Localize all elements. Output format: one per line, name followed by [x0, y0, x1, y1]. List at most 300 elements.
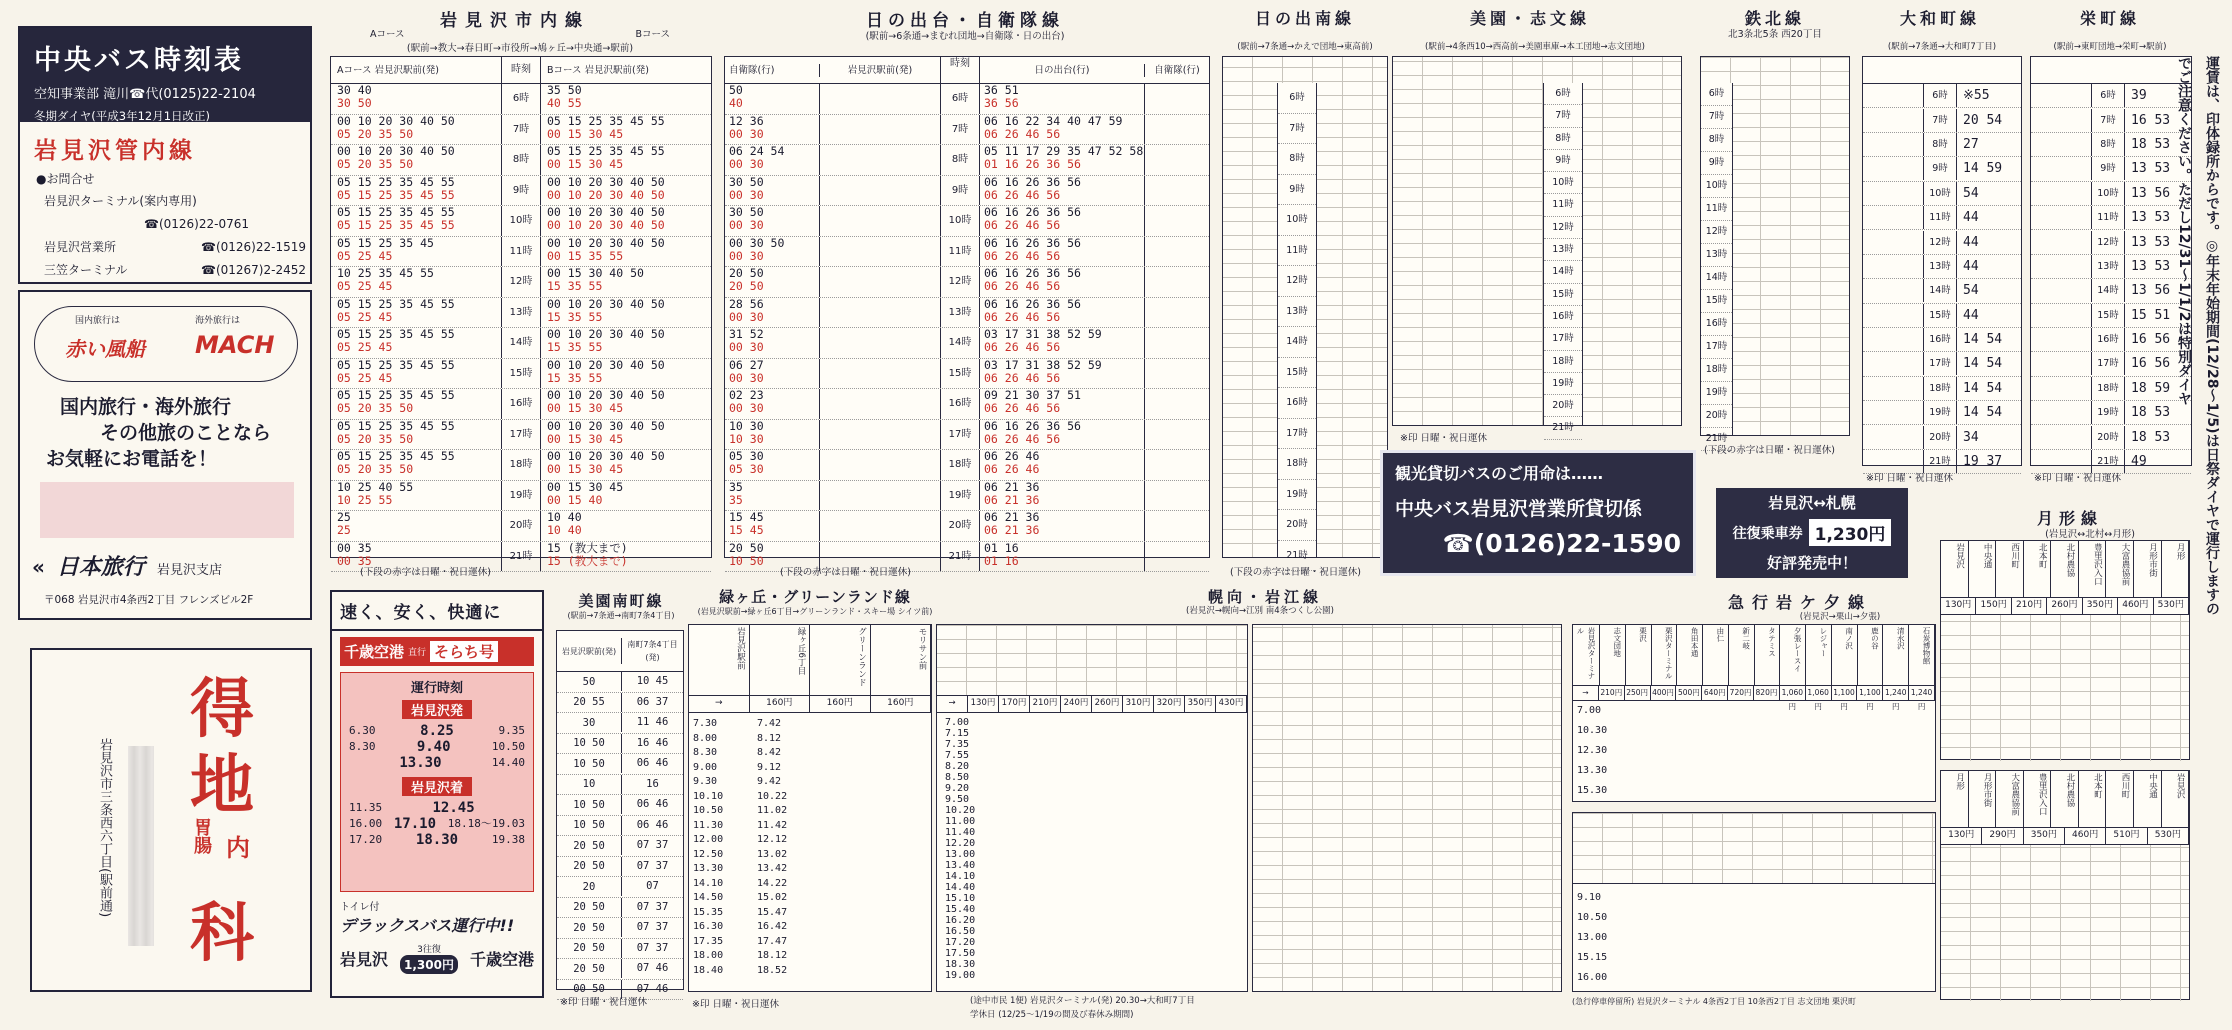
hour-label: 19時 — [2091, 401, 2125, 424]
time-line: 30 40 — [337, 83, 372, 97]
jieitai-right — [1144, 267, 1209, 297]
time-line: 10 30 — [729, 418, 764, 433]
col-header: 岩見沢駅前(発) — [819, 64, 940, 77]
hour-label: 6時 — [2091, 84, 2125, 107]
city-note: (下段の赤字は日曜・祝日運休) — [360, 567, 491, 578]
hinode-times — [980, 542, 1144, 572]
south-arrival: 07 37 — [621, 939, 683, 958]
time-c: 13.30 — [399, 755, 442, 771]
hinode-times — [980, 206, 1144, 236]
a-times — [331, 420, 501, 450]
jieitai-times — [725, 84, 819, 114]
hour-label: 13時 — [1544, 239, 1582, 261]
hinode-times — [980, 267, 1144, 297]
time-value: 14.10 — [945, 871, 976, 882]
airport-ad — [330, 590, 544, 998]
table-header — [331, 57, 711, 84]
hour-label: 13時 — [501, 298, 541, 328]
fare-cell: 260円 — [2047, 598, 2082, 614]
hour-label: 8時 — [940, 145, 980, 175]
hour-label: 15時 — [1701, 290, 1732, 313]
fare-cell: 1,060円 — [1780, 686, 1806, 700]
hour-label: 10時 — [1544, 172, 1582, 194]
hinode-times — [980, 359, 1144, 389]
times-body — [1573, 884, 1935, 992]
jieitai-right — [1144, 237, 1209, 267]
time-line-holiday: 01 16 26 36 56 — [984, 157, 1081, 171]
spacer — [819, 420, 940, 450]
table-row — [557, 795, 683, 816]
time-value: 7.35 — [945, 739, 970, 750]
table-row — [725, 237, 1209, 268]
times-body — [689, 713, 931, 978]
hour-label: 14時 — [1544, 261, 1582, 283]
south-departure: 10 50 — [573, 819, 605, 832]
hour-label: 11時 — [1701, 198, 1732, 221]
time-value: 15.10 — [945, 893, 976, 904]
stop-name: 月形市街 — [2134, 541, 2162, 597]
office-info: 空知事業部 滝川☎代(0125)22-2104 — [34, 87, 256, 102]
jieitai-right — [1144, 481, 1209, 511]
time-line: 10 25 35 45 55 — [337, 266, 434, 280]
hour-label: 17時 — [1278, 419, 1316, 450]
table-row — [2031, 108, 2191, 132]
hour-label: 10時 — [940, 206, 980, 236]
time-line-holiday: 15 45 — [729, 523, 764, 537]
fare-amount: 1,300円 — [400, 955, 458, 974]
district-title: 岩見沢管内線 — [34, 138, 196, 164]
time-value: 16.00 — [1577, 972, 1608, 983]
hour-label: 17時 — [1544, 328, 1582, 350]
time-value: 14 59 — [1963, 161, 2003, 177]
depart-label: 岩見沢発 — [402, 700, 472, 719]
time-value: 17.20 — [945, 937, 976, 948]
time-value: 17.50 — [945, 948, 976, 959]
south-arrival: 11 46 — [621, 713, 683, 732]
stop-name: 北本町 — [2024, 541, 2052, 597]
gekkei-title: 月形線 — [2036, 509, 2103, 528]
hour-label: 10時 — [2091, 182, 2125, 205]
fare-to: 千歳空港 — [469, 949, 534, 969]
time-line-holiday: 36 56 — [984, 96, 1019, 110]
time-value: 7.30 — [693, 718, 718, 729]
table-row — [1863, 182, 2021, 206]
contact-tel: ☎(0126)22-1519 — [201, 240, 306, 254]
return-label: 岩見沢着 — [402, 777, 472, 796]
time-line: 15 45 — [729, 510, 764, 524]
fare-cell: 130円 — [1941, 828, 1982, 844]
time-value: 44 — [1963, 307, 1979, 323]
times-grid — [1941, 845, 2189, 1001]
table-row — [331, 359, 711, 390]
time-line-holiday: 15 35 55 — [547, 340, 603, 354]
time-line: 05 15 25 35 45 — [337, 235, 434, 250]
hour-label: 8時 — [1701, 129, 1732, 152]
inquiry-label: ●お問合せ — [36, 172, 95, 186]
south-departure: 30 — [582, 716, 596, 729]
time-value: 12.12 — [757, 834, 788, 845]
time-value: 54 — [1963, 185, 1979, 201]
fare-cell: 150円 — [1976, 598, 2011, 614]
time-line-holiday: 30 50 — [337, 96, 372, 110]
time-line-holiday: 00 10 20 30 40 50 — [547, 218, 665, 232]
time-value: 8.00 — [693, 732, 718, 744]
time-line-holiday: 00 15 30 45 — [547, 462, 624, 476]
table-row — [1863, 108, 2021, 132]
express-down-table — [1572, 624, 1936, 802]
time-line: 15 (教大まで) — [547, 540, 628, 555]
company-address: 〒068 岩見沢市4条西2丁目 フレンズビル2F — [44, 594, 254, 606]
fare-row — [937, 696, 1247, 713]
departure-list — [345, 723, 529, 771]
time-line-holiday: 15 35 55 — [547, 279, 603, 293]
fare-cell: 130円 — [1941, 598, 1976, 614]
timetable-body — [557, 672, 683, 1000]
hour-label: 13時 — [940, 298, 980, 328]
table-row — [331, 206, 711, 237]
yamato-table — [1862, 56, 2022, 470]
time-line-holiday: 01 16 — [984, 553, 1019, 568]
stop-header — [937, 625, 1247, 696]
time-line-holiday: 05 25 45 — [337, 370, 393, 385]
time-value: 49 — [2131, 454, 2147, 470]
times-body — [937, 713, 1247, 985]
b-times — [541, 298, 711, 328]
spacer — [819, 328, 940, 358]
table-row — [557, 898, 683, 919]
time-value: 15.15 — [1577, 952, 1608, 963]
stop-name: 西川町 — [1996, 541, 2024, 597]
spacer — [819, 450, 940, 480]
table-row — [331, 450, 711, 481]
spacer — [819, 298, 940, 328]
a-times — [331, 237, 501, 267]
south-departure: 10 50 — [573, 757, 605, 770]
time-line-holiday: 10 25 55 — [337, 492, 393, 507]
time-line-holiday: 05 15 25 35 45 55 — [337, 187, 455, 202]
fare-cell: 1,060円 — [1806, 686, 1832, 700]
sapporo-price-row — [1720, 519, 1904, 546]
fare-cell: 310円 — [1123, 696, 1154, 712]
stop-name: 月形 — [2162, 541, 2190, 597]
time-line-holiday: 05 25 45 — [337, 309, 393, 324]
hour-label: 10時 — [1701, 175, 1732, 198]
hour-label: 12時 — [1923, 231, 1957, 254]
stop-name: 岩見沢 — [1941, 541, 1969, 597]
time-value: 18.30 — [945, 959, 976, 970]
mach-logo: MACH — [195, 331, 275, 359]
jieitai-times — [725, 298, 819, 328]
south-departure: 50 — [582, 675, 596, 688]
time-c: 8.25 — [420, 723, 454, 739]
jieitai-times — [725, 328, 819, 358]
sapporo-label: 往復乗車券 — [1732, 525, 1803, 542]
time-value: 15.30 — [1577, 785, 1608, 796]
hinode-times — [980, 389, 1144, 419]
time-line: 00 10 20 30 40 50 — [547, 418, 665, 433]
table-row — [331, 511, 711, 542]
times-col-b — [753, 717, 817, 978]
fare-cell: → — [937, 696, 968, 712]
fare-cell: 320円 — [1154, 696, 1185, 712]
stop-header — [689, 625, 931, 696]
hinode-times — [980, 420, 1144, 450]
time-line: 06 16 26 36 56 — [984, 418, 1081, 433]
travel-logos — [34, 306, 298, 382]
fare-cell: 1,240円 — [1883, 686, 1909, 700]
a-times — [331, 359, 501, 389]
stop-name: 由仁 — [1703, 625, 1729, 685]
hour-label: 21時 — [1701, 428, 1732, 451]
hour-label: 20時 — [501, 511, 541, 541]
time-line: 10 25 40 55 — [337, 479, 414, 494]
time-line-holiday: 00 30 — [729, 157, 764, 171]
hour-label: 11時 — [1923, 206, 1957, 229]
jieitai-times — [725, 237, 819, 267]
hour-label: 20時 — [1701, 405, 1732, 428]
nippon-travel-icon: « — [32, 555, 45, 579]
time-line-holiday: 05 20 35 50 — [337, 462, 414, 476]
hour-label: 17時 — [940, 420, 980, 450]
time-value: 15.02 — [757, 892, 788, 903]
hour-label: 13時 — [2091, 255, 2125, 278]
table-row — [1863, 230, 2021, 254]
time-line-holiday: 05 25 45 — [337, 340, 393, 354]
hour-label: 8時 — [1923, 133, 1957, 156]
fare-times: 3往復 — [417, 945, 441, 955]
south-arrival: 07 — [621, 877, 683, 896]
b-course-label: Bコース — [635, 29, 670, 40]
left-column-header — [18, 26, 312, 284]
time-line-holiday: 15 35 55 — [547, 309, 603, 324]
time-line-holiday: 06 26 46 56 — [984, 187, 1061, 202]
time-line: 01 16 — [984, 540, 1019, 555]
table-row — [1863, 352, 2021, 376]
hour-label: 21時 — [1278, 541, 1316, 572]
clinic-name-2: 地 — [190, 749, 254, 823]
table-row — [331, 84, 711, 115]
gekkei-down-table — [1940, 540, 2190, 760]
sapporo-tagline: 好評発売中！ — [1766, 554, 1857, 572]
time-value: 13 56 — [2131, 185, 2171, 201]
yamato-title: 大和町線 — [1899, 9, 1980, 28]
hour-label: 7時 — [1278, 114, 1316, 145]
table-row — [2031, 279, 2191, 303]
hour-label: 19時 — [1701, 382, 1732, 405]
time-value: 13 53 — [2131, 258, 2171, 274]
b-times — [541, 206, 711, 236]
time-value: 17.47 — [757, 935, 788, 947]
minamimachi-note: ※印 日曜・祝日運休 — [560, 997, 647, 1008]
south-departure: 10 — [582, 778, 596, 791]
gekkei-up-table — [1940, 770, 2190, 1000]
time-value: 10.30 — [1577, 725, 1608, 736]
south-arrival: 06 46 — [621, 754, 683, 773]
time-value: 11.40 — [945, 827, 976, 838]
time-line-holiday: 05 20 35 50 — [337, 401, 414, 415]
hour-label: 14時 — [1701, 267, 1732, 290]
stop-name: 角田本通 — [1677, 625, 1703, 685]
spacer — [819, 267, 940, 297]
hour-label: 9時 — [1544, 150, 1582, 172]
table-row — [557, 918, 683, 939]
table-row — [1863, 328, 2021, 352]
spacer — [819, 206, 940, 236]
jieitai-times — [725, 389, 819, 419]
time-value: 16.30 — [693, 921, 724, 932]
hour-label: 15時 — [2091, 304, 2125, 327]
a-times — [331, 267, 501, 297]
table-row — [2031, 84, 2191, 108]
time-line: 35 — [729, 479, 743, 494]
contact-name: 岩見沢ターミナル(案内専用) — [44, 194, 197, 208]
schedule-name: 冬期ダイヤ(平成3年12月1日改正) — [34, 109, 211, 123]
table-row — [725, 84, 1209, 115]
time-line: 06 27 — [729, 357, 764, 372]
deluxe-label: デラックスバス運行中!! — [340, 916, 515, 935]
time-line: 00 10 20 30 40 50 — [547, 174, 665, 189]
hour-label: 17時 — [2091, 352, 2125, 375]
table-row — [725, 328, 1209, 359]
time-line: 00 10 20 30 40 50 — [337, 144, 455, 158]
time-line-holiday: 05 20 35 50 — [337, 431, 414, 446]
time-value: 8.42 — [757, 747, 782, 758]
hour-column — [1701, 83, 1733, 444]
time-line-holiday: 00 30 — [729, 309, 764, 324]
time-value: 9.50 — [945, 794, 970, 805]
time-value: 11.02 — [757, 805, 788, 816]
b-times — [541, 359, 711, 389]
time-value: 11.30 — [693, 819, 724, 831]
hour-label: 19時 — [1923, 401, 1957, 424]
hour-label: 16時 — [940, 389, 980, 419]
time-value: 13 53 — [2131, 210, 2171, 226]
hour-label: 12時 — [501, 267, 541, 297]
spacer — [819, 115, 940, 145]
badge-left: 千歳空港 — [344, 643, 405, 661]
time-line: 06 16 26 36 56 — [984, 235, 1081, 250]
stop-name: 栗沢ターミナル — [1652, 625, 1678, 685]
stop-name: 南ノ沢 — [1832, 625, 1858, 685]
hour-label: 12時 — [1278, 266, 1316, 297]
time-line-holiday: 10 40 — [547, 523, 582, 537]
fare-cell: 260円 — [1092, 696, 1123, 712]
col-hour-header: 時刻 — [501, 57, 541, 83]
fare-row — [1941, 598, 2189, 615]
table-row — [557, 734, 683, 755]
schedule-title: 運行時刻 — [410, 681, 463, 696]
time-value: 14 54 — [1963, 332, 2003, 348]
hour-label: 16時 — [501, 389, 541, 419]
time-line: 00 35 — [337, 540, 372, 555]
table-row — [331, 420, 711, 451]
toilet-label: トイレ付 — [340, 902, 380, 913]
fare-cell: 160円 — [810, 696, 871, 712]
timetable-body — [2031, 83, 2191, 474]
spacer — [819, 511, 940, 541]
time-value: 14.50 — [693, 892, 724, 903]
stop-header — [1573, 813, 1935, 884]
jieitai-times — [725, 450, 819, 480]
table-header — [725, 57, 1209, 84]
time-value: 13 53 — [2131, 234, 2171, 250]
hour-label: 7時 — [1701, 106, 1732, 129]
time-value: 19 37 — [1963, 454, 2003, 470]
time-line-holiday: 00 15 30 45 — [547, 401, 624, 415]
fare-cell: 820円 — [1754, 686, 1780, 700]
time-value: 18 53 — [2131, 405, 2171, 421]
time-c: 18.30 — [415, 832, 459, 848]
time-line-holiday: 00 30 — [729, 126, 764, 141]
time-value: 11.42 — [757, 819, 788, 831]
time-line: 30 50 — [729, 205, 764, 219]
time-value: 15.40 — [945, 904, 976, 915]
hour-label: 6時 — [501, 84, 541, 114]
jieitai-times — [725, 420, 819, 450]
stop-name: 豊里沢入口 — [2079, 541, 2107, 597]
south-arrival: 07 37 — [621, 898, 683, 917]
time-line: 00 30 50 — [729, 235, 785, 250]
a-times — [331, 206, 501, 236]
stop-name: 北本町 — [2079, 771, 2107, 827]
hour-label: 16時 — [1701, 313, 1732, 336]
fare-row — [1941, 828, 2189, 845]
travel-ad — [18, 290, 312, 620]
time-line: 20 50 — [729, 540, 764, 555]
airport-headline: 速く、安く、快適に — [332, 592, 542, 631]
fare-cell: 640円 — [1702, 686, 1728, 700]
hour-label: 6時 — [1544, 83, 1582, 105]
b-times — [541, 115, 711, 145]
table-row — [557, 857, 683, 878]
a-times — [331, 481, 501, 511]
hour-label: 21時 — [1923, 450, 1957, 473]
a-course-label: Aコース — [370, 29, 405, 40]
spacer — [819, 84, 940, 114]
time-line-holiday: 10 50 — [729, 553, 764, 568]
time-value: 13.40 — [945, 860, 976, 871]
time-line: 30 50 — [729, 174, 764, 189]
fare-cell: 210円 — [2012, 598, 2047, 614]
time-line: 00 10 20 30 40 50 — [337, 113, 455, 128]
stop-name: 鹿の谷 — [1858, 625, 1884, 685]
table-row — [331, 389, 711, 420]
table-row — [557, 693, 683, 714]
hour-label: 8時 — [1544, 128, 1582, 150]
fare-cell: 130円 — [968, 696, 999, 712]
fare-cell: 350円 — [2024, 828, 2065, 844]
hour-label: 15時 — [940, 359, 980, 389]
table-row — [331, 267, 711, 298]
time-value: 14 54 — [1963, 405, 2003, 421]
hour-label: 21時 — [501, 542, 541, 572]
table-row — [2031, 255, 2191, 279]
hour-label: 13時 — [1923, 255, 1957, 278]
sapporo-ticket-ad — [1716, 488, 1908, 578]
hour-label: 16時 — [1923, 328, 1957, 351]
time-value: 27 — [1963, 136, 1979, 152]
time-line: 00 10 20 30 40 50 — [547, 357, 665, 372]
hinode-times — [980, 115, 1144, 145]
time-line: 06 21 36 — [984, 479, 1040, 494]
time-value: 7.00 — [945, 717, 970, 728]
col-a-header: Aコース 岩見沢駅前(発) — [337, 64, 439, 76]
time-line-holiday: 06 26 46 56 — [984, 248, 1061, 263]
hour-column — [1277, 83, 1317, 561]
travel-line-3: お気軽にお電話を！ — [46, 448, 218, 470]
hour-label: 11時 — [940, 237, 980, 267]
jieitai-right — [1144, 206, 1209, 236]
